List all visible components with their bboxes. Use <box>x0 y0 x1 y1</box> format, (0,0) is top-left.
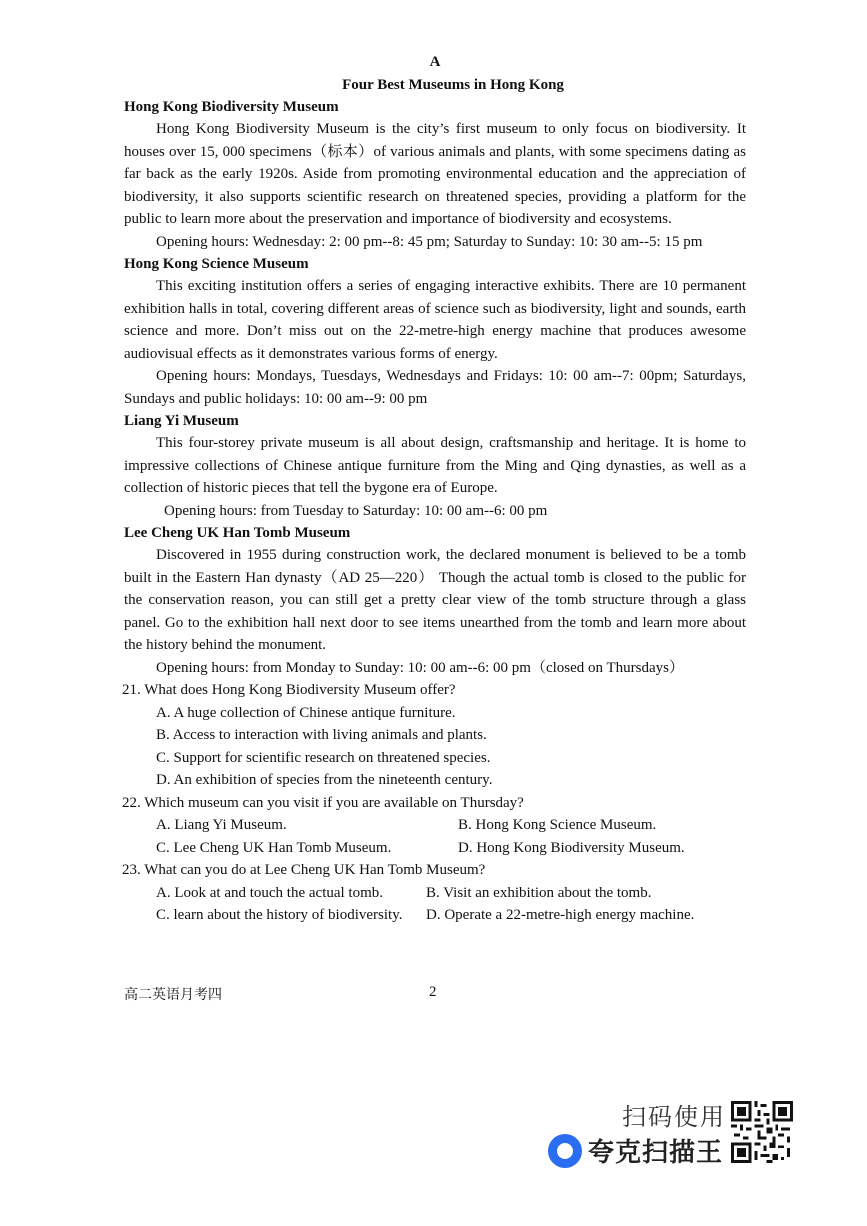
answer-option: D. Operate a 22-metre-high energy machine. <box>426 907 695 923</box>
opening-hours: Opening hours: from Tuesday to Saturday: 10: 00 am--6: 00 pm <box>164 502 548 519</box>
answer-option: D. An exhibition of species from the nineteenth century. <box>156 772 493 788</box>
answer-option: A. A huge collection of Chinese antique furniture. <box>156 704 456 721</box>
answer-option: B. Hong Kong Science Museum. <box>458 817 657 833</box>
document-page <box>124 52 746 927</box>
museum-name: Lee Cheng UK Han Tomb Museum <box>124 525 351 541</box>
answer-option: A. Look at and touch the actual tomb. <box>156 884 384 901</box>
question-text: 21. What does Hong Kong Biodiversity Museum offer? <box>122 682 456 698</box>
museum-name: Hong Kong Science Museum <box>124 256 309 272</box>
museum-section <box>124 253 746 410</box>
answer-option-row <box>156 882 746 905</box>
question-block <box>124 792 746 860</box>
museum-section <box>124 522 746 679</box>
question-block <box>124 679 746 792</box>
museum-name: Hong Kong Biodiversity Museum <box>124 99 339 115</box>
footer-exam-label: 高二英语月考四 <box>124 987 222 1003</box>
museum-description: Hong Kong Biodiversity Museum is the city’s first museum to only focus on biodiversity. It houses over 15, 000 specimens（标本）of various animals and plants, with some specimens dating as far back as the early 1920s. Aside from promoting environmental education and the appreciation of biodiversity, it also supports scientific research on threatened species, providing a platform for the public to learn more about the preservation and importance of biodiversity and ecosystems. <box>124 121 746 227</box>
question-block <box>124 859 746 927</box>
page-title: Four Best Museums in Hong Kong <box>342 77 564 93</box>
qr-code-icon[interactable] <box>728 1101 796 1163</box>
museum-description: This exciting institution offers a series of engaging interactive exhibits. There are 10 permanent exhibition halls in total, covering different areas of science such as biodiversity, light and sounds, earth science and more. Don’t miss out on the 22-metre-high energy machine that produces awesome audiovisual effects as it demonstrates various forms of energy. <box>124 278 746 362</box>
question-text: 22. Which museum can you visit if you are available on Thursday? <box>122 794 524 811</box>
answer-option: C. Lee Cheng UK Han Tomb Museum. <box>156 839 392 856</box>
opening-hours: Opening hours: Wednesday: 2: 00 pm--8: 45 pm; Saturday to Sunday: 10: 30 am--5: 15 pm <box>156 233 703 250</box>
answer-option: B. Access to interaction with living animals and plants. <box>156 727 487 743</box>
opening-hours: Opening hours: from Monday to Sunday: 10: 00 am--6: 00 pm（closed on Thursdays） <box>156 659 685 676</box>
scan-to-use-label: 扫码使用 <box>622 1103 726 1131</box>
brand-name: 夸克扫描王 <box>588 1138 724 1168</box>
page-number: 2 <box>429 984 437 1000</box>
answer-option-row <box>156 837 746 860</box>
section-letter: A <box>429 54 441 70</box>
museum-description: Discovered in 1955 during construction work, the declared monument is believed to be a tomb built in the Eastern Han dynasty（AD 25—220） Though the actual tomb is closed to the public for the conservation reason, you can still get a pretty clear view of the tomb structure through a glass panel. Go to the exhibition hall next door to see items unearthed from the tomb and learn more about the history behind the monument. <box>124 547 746 653</box>
answer-option-row <box>156 904 746 927</box>
answer-option: A. Liang Yi Museum. <box>156 817 287 833</box>
museum-section <box>124 410 746 522</box>
answer-option: B. Visit an exhibition about the tomb. <box>426 884 652 901</box>
question-text: 23. What can you do at Lee Cheng UK Han Tomb Museum? <box>122 862 486 878</box>
answer-option: C. learn about the history of biodiversity. <box>156 907 403 923</box>
scanner-watermark <box>548 1132 723 1169</box>
answer-option: D. Hong Kong Biodiversity Museum. <box>458 839 685 856</box>
museum-section <box>124 96 746 253</box>
answer-option: C. Support for scientific research on threatened species. <box>156 749 491 766</box>
opening-hours: Opening hours: Mondays, Tuesdays, Wednesdays and Fridays: 10: 00 am--7: 00pm; Saturdays, Sundays and public holidays: 10: 00 am--9: 00 pm <box>124 368 746 407</box>
answer-option-row <box>156 814 746 837</box>
museum-name: Liang Yi Museum <box>124 413 239 429</box>
quark-logo-icon <box>548 1134 582 1168</box>
museum-description: This four-storey private museum is all about design, craftsmanship and heritage. It is home to impressive collections of Chinese antique furniture from the Ming and Qing dynasties, as well as a collection of historic pieces that tell the bygone era of Europe. <box>124 435 746 496</box>
